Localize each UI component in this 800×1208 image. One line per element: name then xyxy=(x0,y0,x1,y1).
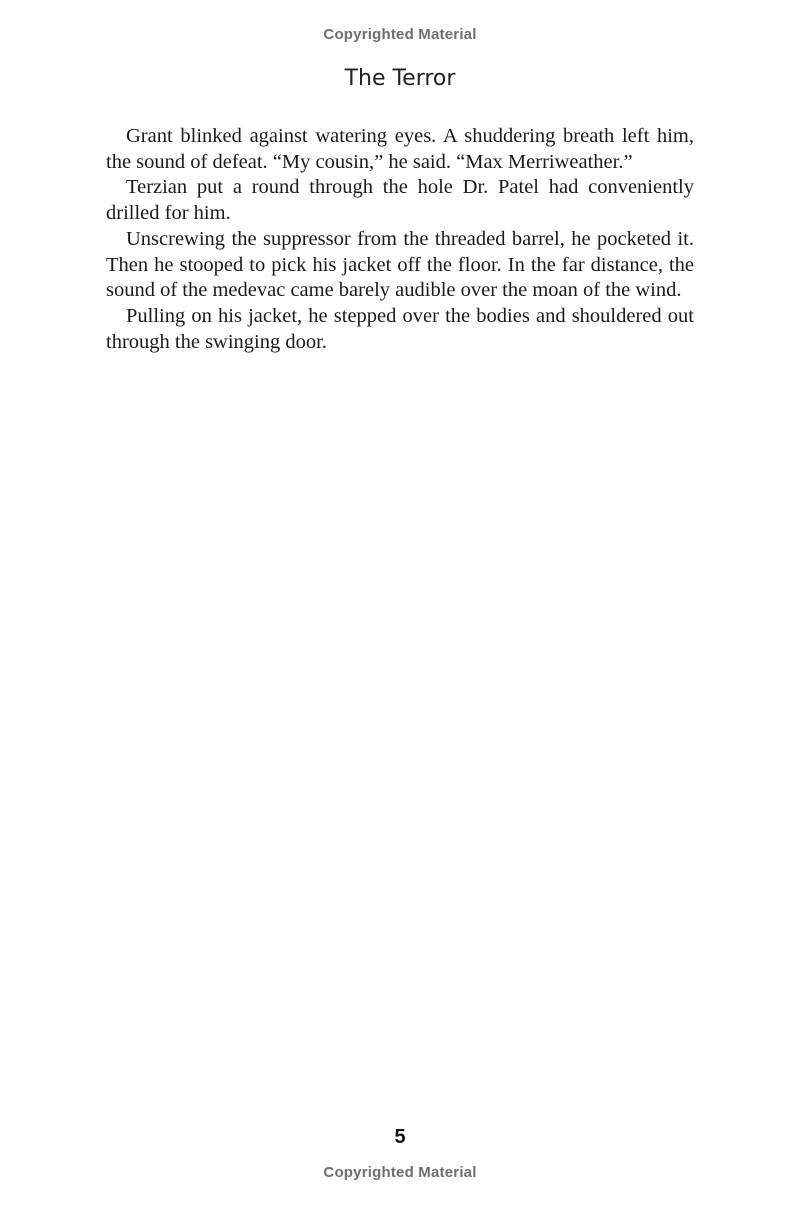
paragraph: Unscrewing the suppressor from the threaded barrel, he pocketed it. Then he stooped to pick his jacket off the floor. In the far distance, the sound of the medevac came barely audible over the moan of the wind. xyxy=(106,227,694,302)
body-text xyxy=(106,124,694,355)
copyright-watermark-bottom: Copyrighted Material xyxy=(323,1164,477,1181)
paragraph: Pulling on his jacket, he stepped over the bodies and shouldered out through the swinging door. xyxy=(106,304,694,353)
running-head-title: The Terror xyxy=(344,66,456,91)
paragraph: Terzian put a round through the hole Dr. Patel had conveniently drilled for him. xyxy=(106,176,694,225)
page-number: 5 xyxy=(394,1126,406,1148)
copyright-watermark-top: Copyrighted Material xyxy=(323,26,477,43)
paragraph: Grant blinked against watering eyes. A shuddering breath left him, the sound of defeat. “My cousin,” he said. “Max Merriweather.” xyxy=(106,125,694,173)
